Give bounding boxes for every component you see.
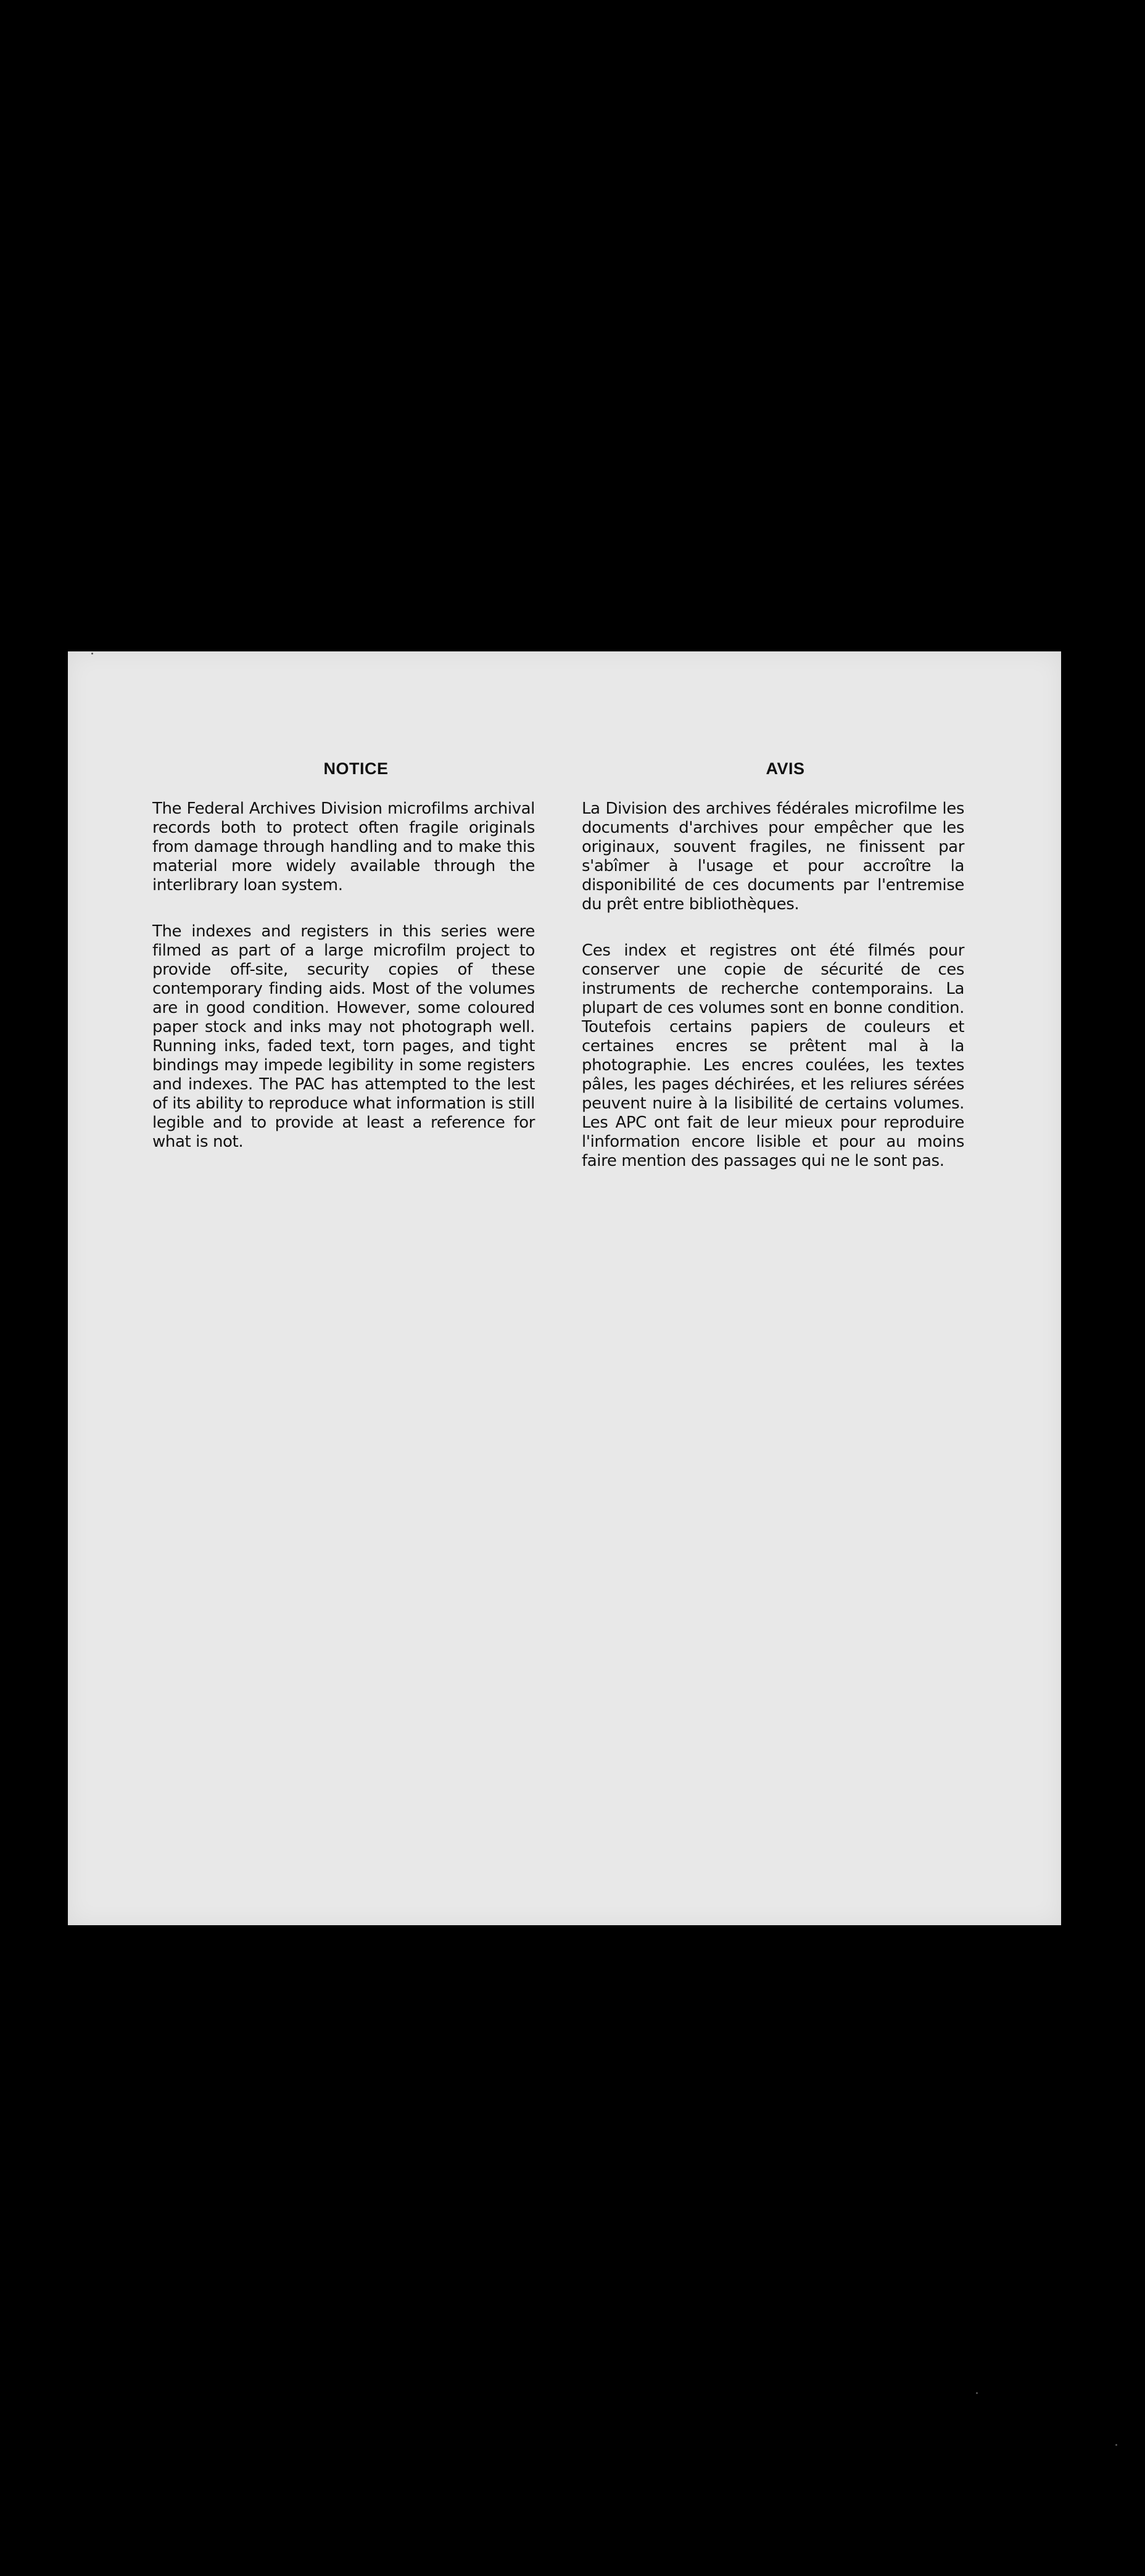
film-speck — [91, 653, 93, 654]
notice-paragraph-2: The indexes and registers in this series were filmed as part of a large microfilm project to provide off-site, security copies of these contemporary finding aids. Most of the volumes are in good condition. However, some coloured paper stock and inks may not photograph well. Running inks, faded text, torn pages, and tight bindings may impede legibility in some registers and indexes. The PAC has attempted to the lest of its ability to reproduce what information is still legible and to provide at least a reference for what is not. — [152, 922, 535, 1151]
notice-heading: NOTICE — [323, 759, 389, 778]
film-speck — [1115, 2444, 1117, 2446]
avis-paragraph-2: Ces index et registres ont été filmés pour conserver une copie de sécurité de ces instruments de recherche contemporains. La plupart de ces volumes sont en bonne condition. Toutefois certains papiers de couleurs et certaines encres se prêtent mal à la photographie. Les encres coulées, les textes pâles, les pages déchirées, et les reliures sérées peuvent nuire à la lisibilité de certains volumes. Les APC ont fait de leur mieux pour reproduire l'information encore lisible et pour au moins faire mention des passages qui ne le sont pas. — [582, 941, 964, 1170]
avis-heading: AVIS — [766, 759, 805, 778]
film-speck — [976, 2392, 978, 2394]
avis-paragraph-1: La Division des archives fédérales microfilme les documents d'archives pour empêcher que les originaux, souvent fragiles, ne finissent par s'abîmer à l'usage et pour accroître la disponibilité de ces documents par l'entremise du prêt entre bibliothèques. — [582, 799, 964, 914]
notice-paragraph-1: The Federal Archives Division microfilms archival records both to protect often fragile originals from damage through handling and to make this material more widely available through the interlibrary loan system. — [152, 799, 535, 894]
notice-column — [152, 759, 535, 1179]
avis-column — [582, 759, 964, 1198]
document-page — [68, 651, 1061, 1925]
